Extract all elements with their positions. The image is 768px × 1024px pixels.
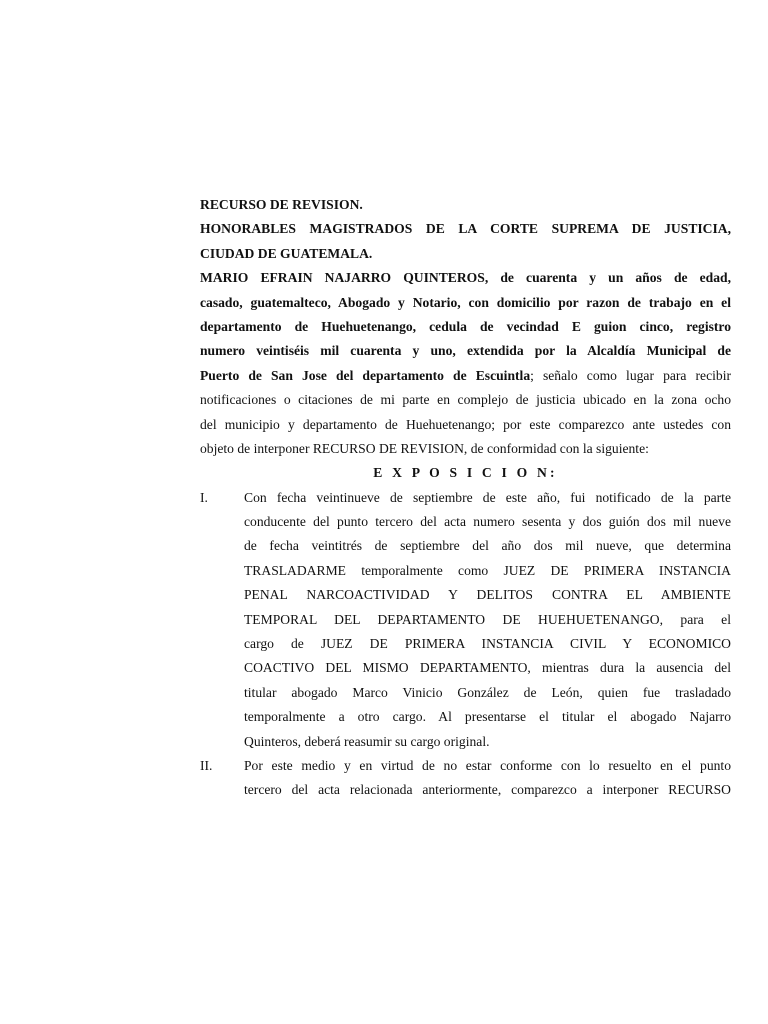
list-item-line: titular abogado Marco Vinicio González de León, quien fue trasladado [244,684,731,700]
intro-paragraph [200,266,731,461]
list-item-line: temporalmente a otro cargo. Al presentarse el titular el abogado Najarro [244,709,731,725]
intro-line: notificaciones o citaciones de mi parte en complejo de justicia ubicado en la zona ocho [200,392,731,408]
list-item-line: Quinteros, deberá reasumir su cargo original. [244,733,490,749]
list-item-line: de fecha veintitrés de septiembre del año dos mil nueve, que determina [244,538,731,554]
document-body [200,193,731,803]
addressee-line-1: HONORABLES MAGISTRADOS DE LA CORTE SUPREMA DE JUSTICIA, [200,221,731,237]
addressee-line-2: CIUDAD DE GUATEMALA. [200,245,373,261]
list-item-number: II. [200,757,213,773]
list-item-line: COACTIVO DEL MISMO DEPARTAMENTO, mientras dura la ausencia del [244,660,731,676]
intro-bold-segment: Puerto de San Jose del departamento de Escuintla [200,367,531,383]
list-item-number: I. [200,489,208,505]
intro-line: numero veintiséis mil cuarenta y uno, extendida por la Alcaldía Municipal de [200,343,731,359]
list-item-line: TRASLADARME temporalmente como JUEZ DE PRIMERA INSTANCIA [244,562,731,578]
list-item-line: conducente del punto tercero del acta numero sesenta y dos guión dos mil nueve [244,514,731,530]
intro-line: casado, guatemalteco, Abogado y Notario, con domicilio por razon de trabajo en el [200,294,731,310]
list-item-line: tercero del acta relacionada anteriormente, comparezco a interponer RECURSO [244,782,731,798]
list-item [200,754,731,803]
intro-line: departamento de Huehuetenango, cedula de vecindad E guion cinco, registro [200,318,731,334]
list-item-line: Con fecha veintinueve de septiembre de este año, fui notificado de la parte [244,489,731,505]
section-heading: E X P O S I C I O N: [373,465,558,481]
intro-line: MARIO EFRAIN NAJARRO QUINTEROS, de cuarenta y un años de edad, [200,270,731,286]
list-item [200,486,731,754]
list-item-line: PENAL NARCOACTIVIDAD Y DELITOS CONTRA EL AMBIENTE [244,587,731,603]
list-item-line: TEMPORAL DEL DEPARTAMENTO DE HUEHUETENANGO, para el [244,611,731,627]
intro-line [200,364,731,388]
intro-line: objeto de interponer RECURSO DE REVISION, de conformidad con la siguiente: [200,440,649,456]
list-item-line: Por este medio y en virtud de no estar conforme con lo resuelto en el punto [244,757,731,773]
intro-normal-segment: ; señalo como lugar para recibir [530,367,732,383]
document-title: RECURSO DE REVISION. [200,197,363,212]
intro-line: del municipio y departamento de Huehuetenango; por este comparezco ante ustedes con [200,416,731,432]
list-item-line: cargo de JUEZ DE PRIMERA INSTANCIA CIVIL Y ECONOMICO [244,636,731,652]
